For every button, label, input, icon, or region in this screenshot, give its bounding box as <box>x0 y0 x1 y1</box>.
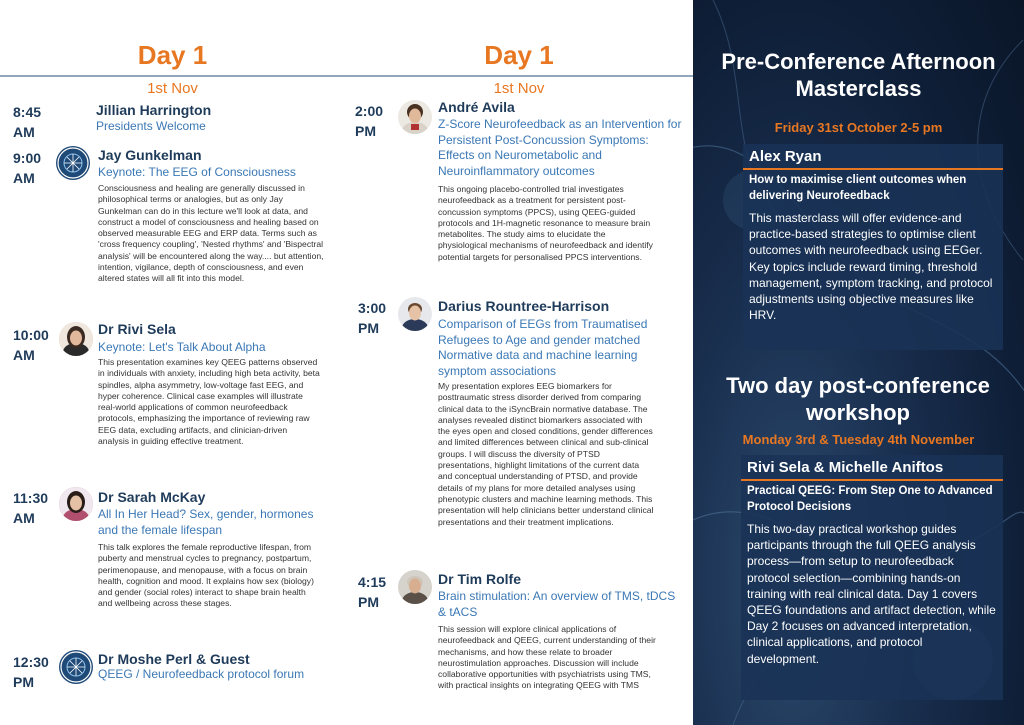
speaker-name: Jay Gunkelman <box>98 147 202 163</box>
session-title: All In Her Head? Sex, gender, hormones and the female lifespan <box>98 507 314 537</box>
divider <box>345 75 693 77</box>
workshop-subtitle: Practical QEEG: From Step One to Advanced Protocol Decisions <box>747 485 993 513</box>
speaker-name: Dr Tim Rolfe <box>438 571 521 587</box>
session-description: This session will explore clinical applications of neurofeedback and QEEG, current understanding of their mechanisms, and how these relate to broader neurostimulation approaches. Discussion will include collaborative opportunities with psychiatrists using TMS, with practical insights on integrating QEEG with TMS <box>438 624 656 691</box>
presenter-name: Alex Ryan <box>743 144 1003 170</box>
speaker-name: Jillian Harrington <box>96 102 212 118</box>
session-title: Presidents Welcome <box>96 119 206 133</box>
session-title: QEEG / Neurofeedback protocol forum <box>98 667 305 681</box>
day-title: Day 1 <box>484 40 554 70</box>
session-time: 2:00 PM <box>355 103 384 139</box>
session-time: 3:00 PM <box>358 300 387 336</box>
speaker-name: André Avila <box>438 99 515 115</box>
session-time: 9:00 AM <box>13 150 42 186</box>
workshop-title: Two day post-conference workshop <box>726 373 990 425</box>
masterclass-card <box>743 144 1003 350</box>
workshops-panel <box>693 0 1024 725</box>
session-time: 10:00 AM <box>13 327 49 363</box>
workshop-card <box>741 455 1003 700</box>
day-date: 1st Nov <box>493 80 545 97</box>
speaker-name: Dr Rivi Sela <box>98 321 176 337</box>
session-title: Z-Score Neurofeedback as an Intervention for Persistent Post-Concussion Symptoms: Effects on Neurometabolic and Neuroinflammatory outcomes <box>438 117 682 178</box>
masterclass-subtitle: How to maximise client outcomes when delivering Neurofeedback <box>749 174 967 202</box>
speaker-name: Dr Sarah McKay <box>98 489 206 505</box>
presenter-name: Rivi Sela & Michelle Aniftos <box>741 455 1003 481</box>
session-description: This ongoing placebo-controlled trial investigates neurofeedback as a treatment for persistent post-concussion symptoms (PPCS), using QEEG-guided protocols and 1H-magnetic resonance to measure brain metabolites. The study aims to elucidate the physiological mechanisms of neurofeedback and identify potential targets for personalised PPCS interventions. <box>438 184 653 262</box>
speaker-photo <box>398 100 432 134</box>
day1-afternoon-column <box>345 0 693 725</box>
brain-logo-icon <box>59 650 93 684</box>
day-date: 1st Nov <box>147 80 198 97</box>
day-title: Day 1 <box>137 40 208 70</box>
session-time: 12:30 PM <box>13 654 49 690</box>
speaker-photo <box>398 297 432 331</box>
session-description: This presentation examines key QEEG patterns observed in individuals with anxiety, including high beta activity, beta spindles, alpha asymmetry, low-voltage fast EEG, and hyper coherence. Clinical case examples will illustrate real-world applications of common neurofeedback protocols, emphasizing the importance of reviewing raw EEG data, excluding artifacts, and clinician-driven analysis in guiding effective treatment. <box>98 357 320 447</box>
session-description: This talk explores the female reproductive lifespan, from puberty and menstrual cycles to pregnancy, postpartum, perimenopause, and menopause, with a focus on brain health, cognition and mood. It explains how sex (biology) and gender (social roles) interact to shape brain health and wellbeing across these stages. <box>98 542 314 609</box>
session-time: 8:45 AM <box>13 104 42 140</box>
session-title: Comparison of EEGs from Traumatised Refugees to Age and gender matched Normative data and machine learning symptom associations <box>438 317 648 378</box>
session-description: My presentation explores EEG biomarkers for posttraumatic stress disorder derived from comparing clinical data to the iSyncBrain normative database. The analyses revealed distinct biomarkers associated with the eyes open and closed conditions, gender differences and limited differences between clinical and sub-clinical groups. I will discuss the diversity of PTSD presentations, highlight limitations of the current data and conceptual understanding of PTSD, and provide details of my plans for more detailed analyses using phenotypic clusters and machine learning methods. This presentation will help clinicians better understand clinical presentations and their treatment implications. <box>438 381 654 527</box>
session-description: Consciousness and healing are generally discussed in philosophical terms or analogies, but as only Jay Gunkelman can do in this lecture we'll look at data, and construct a model of consciousness and healing based on observed measurable EEG and ERP data. Terms such as 'cross frequency coupling', 'Nested rhythms' and 'Bispectral analysis' will be encountered along the way.... but attention, intention, vigilance, depth of consciousness, and even altered states will all fit into this model. <box>98 183 324 284</box>
speaker-name: Darius Rountree-Harrison <box>438 298 610 314</box>
speaker-photo <box>59 322 93 356</box>
session-time: 11:30 AM <box>13 490 49 526</box>
session-title: Brain stimulation: An overview of TMS, tDCS & tACS <box>438 589 676 619</box>
workshop-date: Monday 3rd & Tuesday 4th November <box>742 432 975 447</box>
session-time: 4:15 PM <box>358 574 387 610</box>
masterclass-description: This masterclass will offer evidence-and practice-based strategies to optimise client outcomes with neurofeedback using EEGer. Key topics include reward timing, threshold management, symptom tracking, and protocol adjustments using objective measures like HRV. <box>749 211 993 323</box>
day1-morning-column <box>0 0 345 725</box>
workshop-description: This two-day practical workshop guides participants through the full QEEG analysis process—from setup to neurofeedback protocol selection—combining hands-on training with real clinical data. Day 1 covers QEEG foundations and artifact detection, while Day 2 focuses on advanced interpretation, clinical applications, and protocol development. <box>747 522 996 666</box>
session-title: Keynote: Let's Talk About Alpha <box>98 340 266 354</box>
speaker-photo <box>398 570 432 604</box>
masterclass-date: Friday 31st October 2-5 pm <box>774 120 943 135</box>
session-title: Keynote: The EEG of Consciousness <box>98 165 296 179</box>
speaker-name: Dr Moshe Perl & Guest <box>98 651 250 667</box>
brain-logo-icon <box>56 146 90 180</box>
divider <box>0 75 345 77</box>
speaker-photo <box>59 487 93 521</box>
masterclass-title: Pre-Conference Afternoon Masterclass <box>721 49 996 101</box>
